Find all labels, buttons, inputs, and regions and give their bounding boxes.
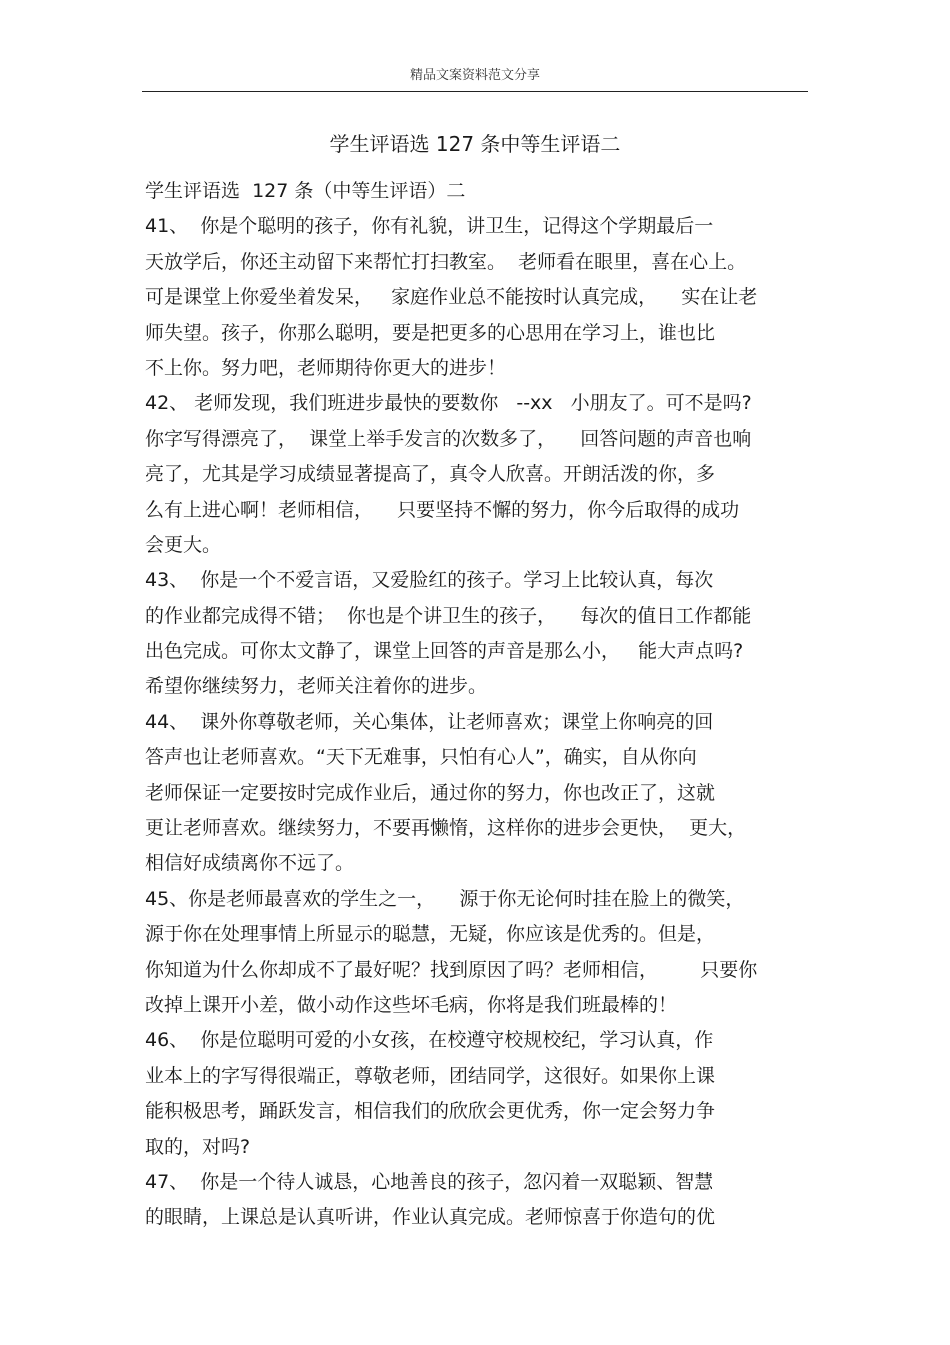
- text-line: 42、 老师发现，我们班进步最快的要数你 --xx 小朋友了。可不是吗?: [145, 392, 752, 415]
- text-line: 相信好成绩离你不远了。: [145, 852, 355, 875]
- page-header: 精品文案资料范文分享: [409, 68, 540, 83]
- header-divider: [142, 91, 808, 92]
- text-line: 的眼睛，上课总是认真听讲，作业认真完成。老师惊喜于你造句的优: [145, 1206, 716, 1229]
- text-line: 学生评语选 127 条（中等生评语）二: [145, 180, 466, 202]
- text-line: 业本上的字写得很端正，尊敬老师，团结同学，这很好。如果你上课: [145, 1064, 716, 1087]
- text-line: 希望你继续努力，老师关注着你的进步。: [145, 675, 488, 698]
- text-line: 46、 你是位聪明可爱的小女孩，在校遵守校规校纪，学习认真，作: [145, 1029, 714, 1052]
- text-line: 的作业都完成得不错； 你也是个讲卫生的孩子， 每次的值日工作都能: [145, 604, 752, 627]
- text-line: 47、 你是一个待人诚恳，心地善良的孩子，忽闪着一双聪颖、智慧: [145, 1170, 714, 1193]
- text-line: 亮了，尤其是学习成绩显著提高了，真令人欣喜。开朗活泼的你，多: [145, 463, 716, 486]
- text-line: 你知道为什么你却成不了最好呢？找到原因了吗？老师相信， 只要你: [145, 958, 758, 981]
- text-line: 改掉上课开小差，做小动作这些坏毛病，你将是我们班最棒的！: [145, 993, 678, 1016]
- text-line: 43、 你是一个不爱言语，又爱脸红的孩子。学习上比较认真，每次: [145, 569, 714, 592]
- text-line: 41、 你是个聪明的孩子，你有礼貌，讲卫生，记得这个学期最后一: [145, 215, 714, 238]
- text-line: 天放学后，你还主动留下来帮忙打扫教室。 老师看在眼里，喜在心上。: [145, 250, 747, 273]
- text-line: 可是课堂上你爱坐着发呆， 家庭作业总不能按时认真完成， 实在让老: [145, 286, 758, 309]
- document-body: [145, 174, 825, 1236]
- text-line: 你字写得漂亮了， 课堂上举手发言的次数多了， 回答问题的声音也响: [145, 427, 752, 450]
- text-line: 不上你。努力吧，老师期待你更大的进步！: [145, 356, 507, 379]
- text-line: 出色完成。可你太文静了，课堂上回答的声音是那么小， 能大声点吗?: [145, 640, 744, 663]
- text-line: 44、 课外你尊敬老师，关心集体，让老师喜欢；课堂上你响亮的回: [145, 710, 714, 733]
- text-line: 取的，对吗?: [145, 1135, 251, 1158]
- text-line: 师失望。孩子，你那么聪明，要是把更多的心思用在学习上，谁也比: [145, 321, 716, 344]
- text-line: 答声也让老师喜欢。“天下无难事，只怕有心人”，确实，自从你向: [145, 746, 697, 769]
- document-title: 学生评语选 127 条中等生评语二: [329, 132, 621, 156]
- text-line: 45、你是老师最喜欢的学生之一， 源于你无论何时挂在脸上的微笑，: [145, 887, 745, 910]
- text-line: 能积极思考，踊跃发言，相信我们的欣欣会更优秀，你一定会努力争: [145, 1100, 716, 1123]
- text-line: 老师保证一定要按时完成作业后，通过你的努力，你也改正了，这就: [145, 781, 716, 804]
- text-line: 么有上进心啊！老师相信， 只要坚持不懈的努力，你今后取得的成功: [145, 498, 740, 521]
- text-line: 源于你在处理事情上所显示的聪慧，无疑，你应该是优秀的。但是，: [145, 923, 716, 946]
- text-line: 会更大。: [145, 533, 222, 556]
- text-line: 更让老师喜欢。继续努力，不要再懒惰，这样你的进步会更快， 更大，: [145, 817, 747, 840]
